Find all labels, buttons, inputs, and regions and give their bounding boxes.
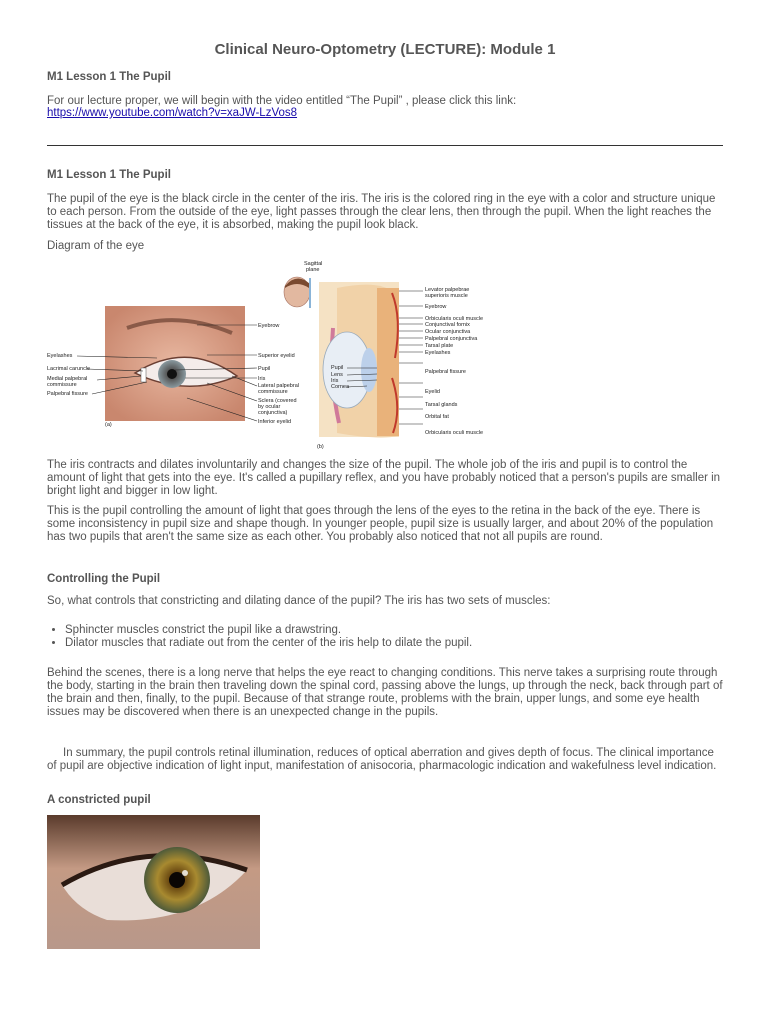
label-iris: Iris (258, 376, 266, 382)
diagram-caption: Diagram of the eye (47, 240, 145, 252)
label-b-tarsal-glands: Tarsal glands (425, 402, 458, 408)
pupil-paragraph-1: The pupil of the eye is the black circle in the center of the iris. The iris is the colored ring in the eye with a color and structure unique to each person. From the outside of the eye, light passes through the clear lens, then through the pupil. When the light reaches the tissues at the back of the eye, it is absorbed, making the pupil look black. (47, 193, 716, 231)
label-eyebrow: Eyebrow (258, 323, 280, 329)
eye-photo-panel-a (105, 306, 245, 421)
label-b-cornea: Cornea (331, 384, 350, 390)
constricted-pupil-heading: A constricted pupil (47, 794, 151, 806)
label-b-orbital-fat: Orbital fat (425, 414, 449, 420)
label-inferior-eyelid: Inferior eyelid (258, 419, 292, 425)
label-lateral-palpebral: Lateral palpebral (258, 383, 299, 389)
label-b-orbicularis: Orbicularis oculi muscle (425, 316, 484, 322)
muscles-intro: So, what controls that constricting and dilating dance of the pupil? The iris has two sets of muscles: (47, 595, 551, 607)
summary-paragraph: In summary, the pupil controls retinal illumination, reduces of optical aberration and gives depth of focus. The clinical importance of pupil are objective indication of light input, manifestation of anisocoria, pharmacologic indication and wakefulness level indication. (47, 747, 717, 772)
label-medial-palpebral: Medial palpebral (47, 376, 88, 382)
section-heading-lesson: M1 Lesson 1 The Pupil (47, 71, 171, 83)
label-b-iris: Iris (331, 378, 339, 384)
pupil-paragraph-3: This is the pupil controlling the amount of light that goes through the lens of the eyes to the retina in the back of the eye. There is some inconsistency in pupil size and shape though. In younger people, pupil size is usually larger, and about 20% of the population has two pupils that aren't the same size as each other. You probably also noticed that not all pupils are round. (47, 505, 714, 543)
constricted-pupil-photo (47, 815, 260, 949)
label-superior-eyelid: Superior eyelid (258, 353, 295, 359)
panel-b-label: (b) (317, 444, 324, 450)
muscle-list (47, 624, 725, 650)
label-sagittal: Sagittal (304, 261, 323, 267)
list-item: • Sphincter muscles constrict the pupil like a drawstring. (65, 624, 725, 637)
label-b-palpebral-conj: Palpebral conjunctiva (425, 336, 478, 342)
label-lacrimal-caruncle: Lacrimal caruncle (47, 366, 91, 372)
label-b-orbicularis-2: Orbicularis oculi muscle (425, 430, 484, 436)
pupil-paragraph-2: The iris contracts and dilates involuntarily and changes the size of the pupil. The whole job of the iris and pupil is to control the amount of light that gets into the eye. It's called a pupillary reflex, and you have probably noticed that a person's pupils are smaller in bright light and bigger in low light. (47, 459, 721, 497)
label-b-eyelashes: Eyelashes (425, 350, 451, 356)
label-sclera: Sclera (covered (258, 398, 297, 404)
page-title: Clinical Neuro-Optometry (LECTURE): Module 1 (214, 41, 556, 58)
label-pupil: Pupil (258, 366, 271, 372)
label-eyelashes: Eyelashes (47, 353, 73, 359)
head-profile-icon (284, 277, 311, 308)
horizontal-divider (47, 145, 723, 146)
panel-a-label: (a) (105, 422, 112, 428)
video-intro-text: For our lecture proper, we will begin with the video entitled “The Pupil” , please click this link: (47, 95, 517, 107)
label-b-eyelid: Eyelid (425, 389, 440, 395)
label-sclera-3: conjunctiva) (258, 410, 288, 416)
eye-diagram-figure (47, 258, 495, 454)
label-lateral-commissure: commissure (258, 389, 288, 395)
label-b-palpebral-fissure: Palpebral fissure (425, 369, 466, 375)
label-b-fornix: Conjunctival fornix (425, 322, 470, 328)
label-b-levator-2: superioris muscle (425, 293, 468, 299)
video-link[interactable]: https://www.youtube.com/watch?v=xaJW-LzVos8 (47, 107, 298, 119)
label-b-lens: Lens (331, 372, 343, 378)
label-sclera-2: by ocular (258, 404, 281, 410)
section-heading-lesson-2: M1 Lesson 1 The Pupil (47, 169, 171, 181)
label-b-tarsal-plate: Tarsal plate (425, 343, 454, 349)
list-item: • Dilator muscles that radiate out from the center of the iris help to dilate the pupil. (65, 637, 725, 650)
label-b-eyebrow: Eyebrow (425, 304, 447, 310)
label-b-levator: Levator palpebrae (425, 287, 470, 293)
label-b-ocular-conj: Ocular conjunctiva (425, 329, 471, 335)
label-medial-commissure: commissure (47, 382, 77, 388)
label-plane: plane (306, 267, 320, 273)
sagittal-section-panel-b (319, 282, 399, 437)
section-heading-controlling: Controlling the Pupil (47, 573, 161, 585)
nerve-paragraph: Behind the scenes, there is a long nerve that helps the eye react to changing conditions. This nerve takes a surprising route through the body, starting in the brain then traveling down the spinal cord, passing above the lungs, up through the neck, back through part of the brain and then, finally, to the pupil. Because of that strange route, problems with the brain, upper lungs, and some eye health issues may be discovered when there is an unexpected change in the pupils. (47, 667, 723, 718)
label-b-pupil: Pupil (331, 365, 344, 371)
label-palpebral-fissure: Palpebral fissure (47, 391, 88, 397)
